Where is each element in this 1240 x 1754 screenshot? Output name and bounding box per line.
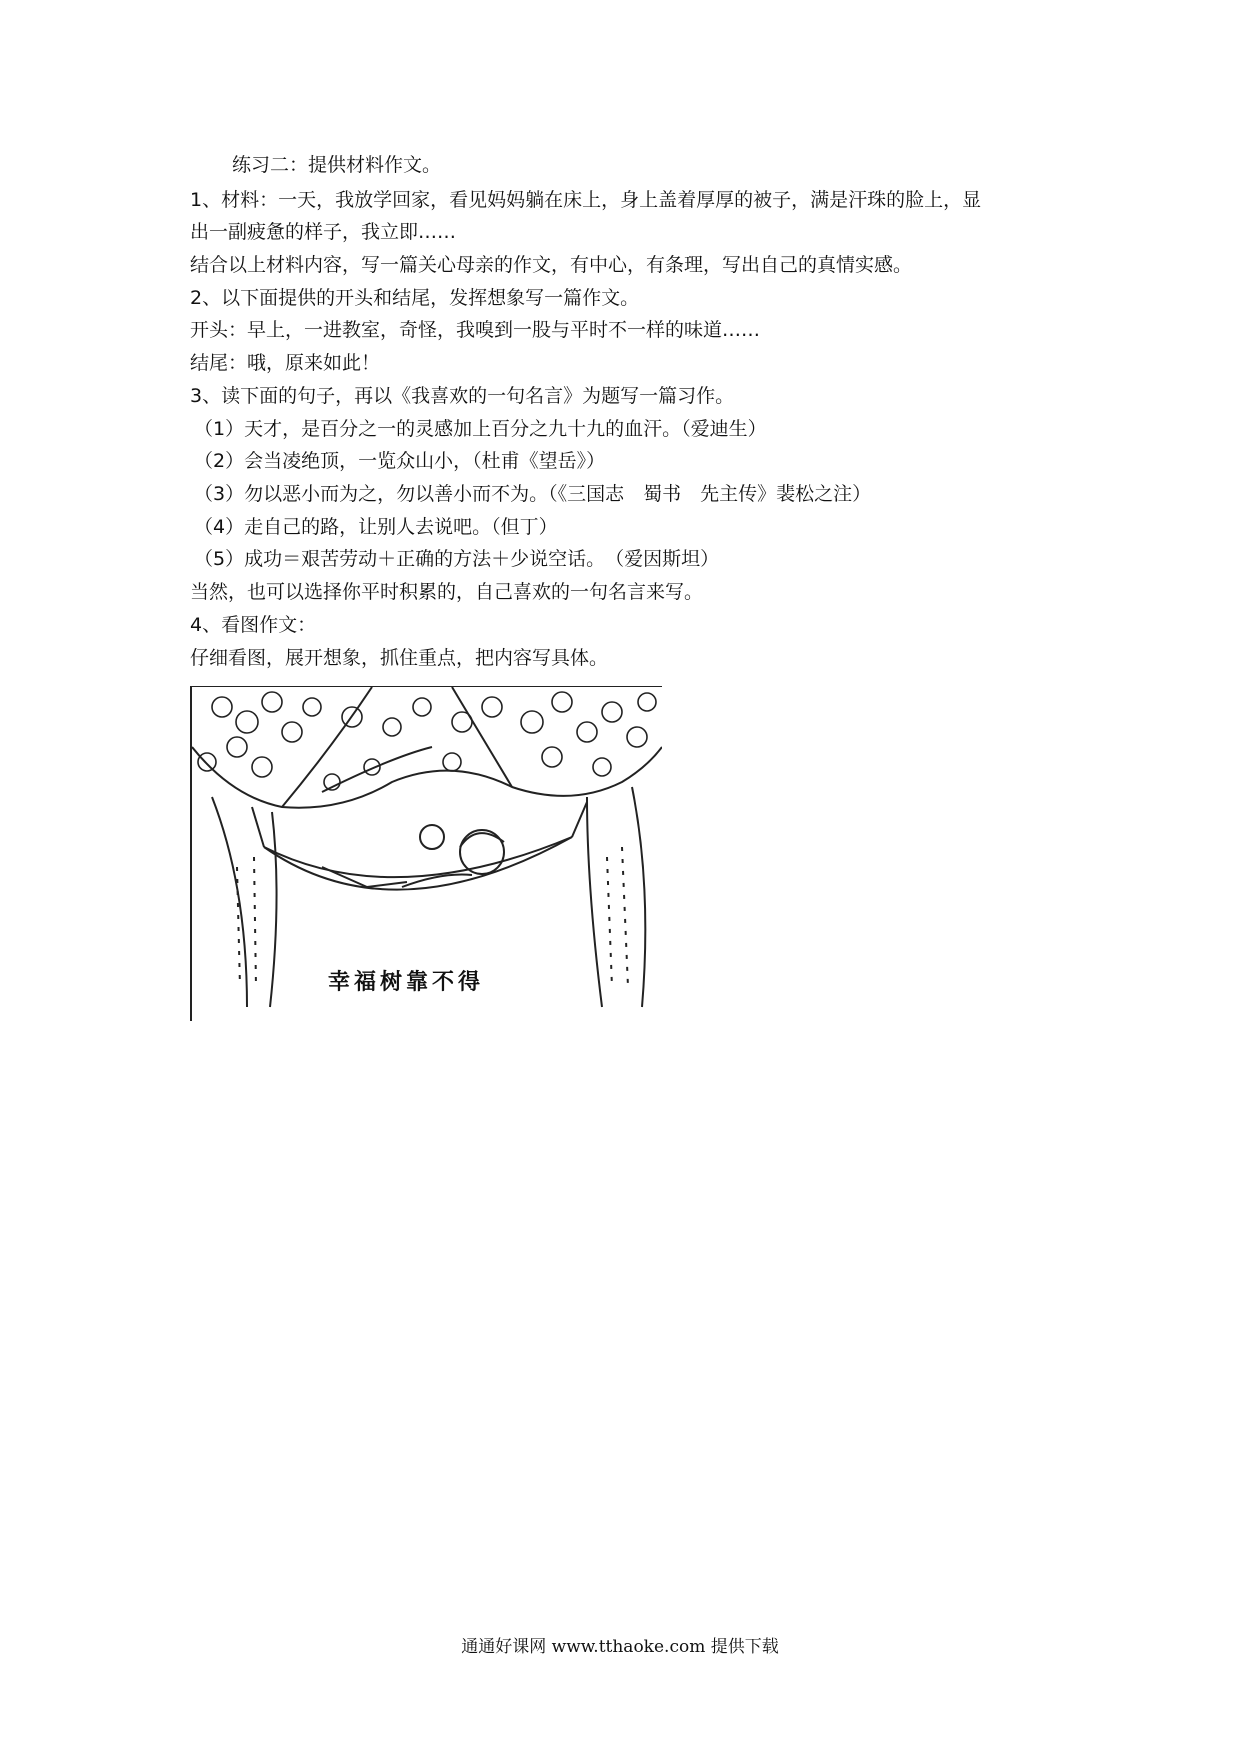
exercise-title: 练习二：提供材料作文。 — [232, 154, 442, 176]
text-line-4: 2、以下面提供的开头和结尾，发挥想象写一篇作文。 — [190, 287, 640, 309]
text-line-1: 1、材料：一天，我放学回家，看见妈妈躺在床上，身上盖着厚厚的被子，满是汗珠的脸上，显 — [190, 189, 982, 211]
footer: 通通好课网 www.tthaoke.com 提供下载 — [461, 1637, 779, 1657]
quote-line-3: （3）勿以恶小而为之，勿以善小而不为。（《三国志 蜀书 先主传》裴松之注） — [194, 483, 872, 505]
hammock-illustration — [190, 686, 662, 1021]
text-line-2: 出一副疲惫的样子，我立即…… — [190, 221, 457, 243]
text-line-13: 当然，也可以选择你平时积累的，自己喜欢的一句名言来写。 — [190, 581, 704, 603]
text-line-3: 结合以上材料内容，写一篇关心母亲的作文，有中心，有条理，写出自己的真情实感。 — [190, 254, 913, 276]
text-line-14: 4、看图作文： — [190, 614, 317, 636]
text-line-7: 3、读下面的句子，再以《我喜欢的一句名言》为题写一篇习作。 — [190, 385, 735, 407]
quote-line-1: （1）天才，是百分之一的灵感加上百分之九十九的血汗。（爱迪生） — [194, 418, 767, 440]
text-line-15: 仔细看图，展开想象，抓住重点，把内容写具体。 — [190, 647, 609, 669]
text-line-5: 开头：早上，一进教室，奇怪，我嗅到一股与平时不一样的味道…… — [190, 319, 761, 341]
quote-line-2: （2）会当凌绝顶，一览众山小，（杜甫《望岳》） — [194, 450, 606, 472]
quote-line-5: （5）成功＝艰苦劳动＋正确的方法＋少说空话。 （爱因斯坦） — [194, 548, 720, 570]
illustration-caption: 幸福树靠不得 — [328, 970, 485, 995]
text-line-6: 结尾：哦，原来如此！ — [190, 352, 381, 374]
quote-line-4: （4）走自己的路，让别人去说吧。（但丁） — [194, 516, 558, 538]
